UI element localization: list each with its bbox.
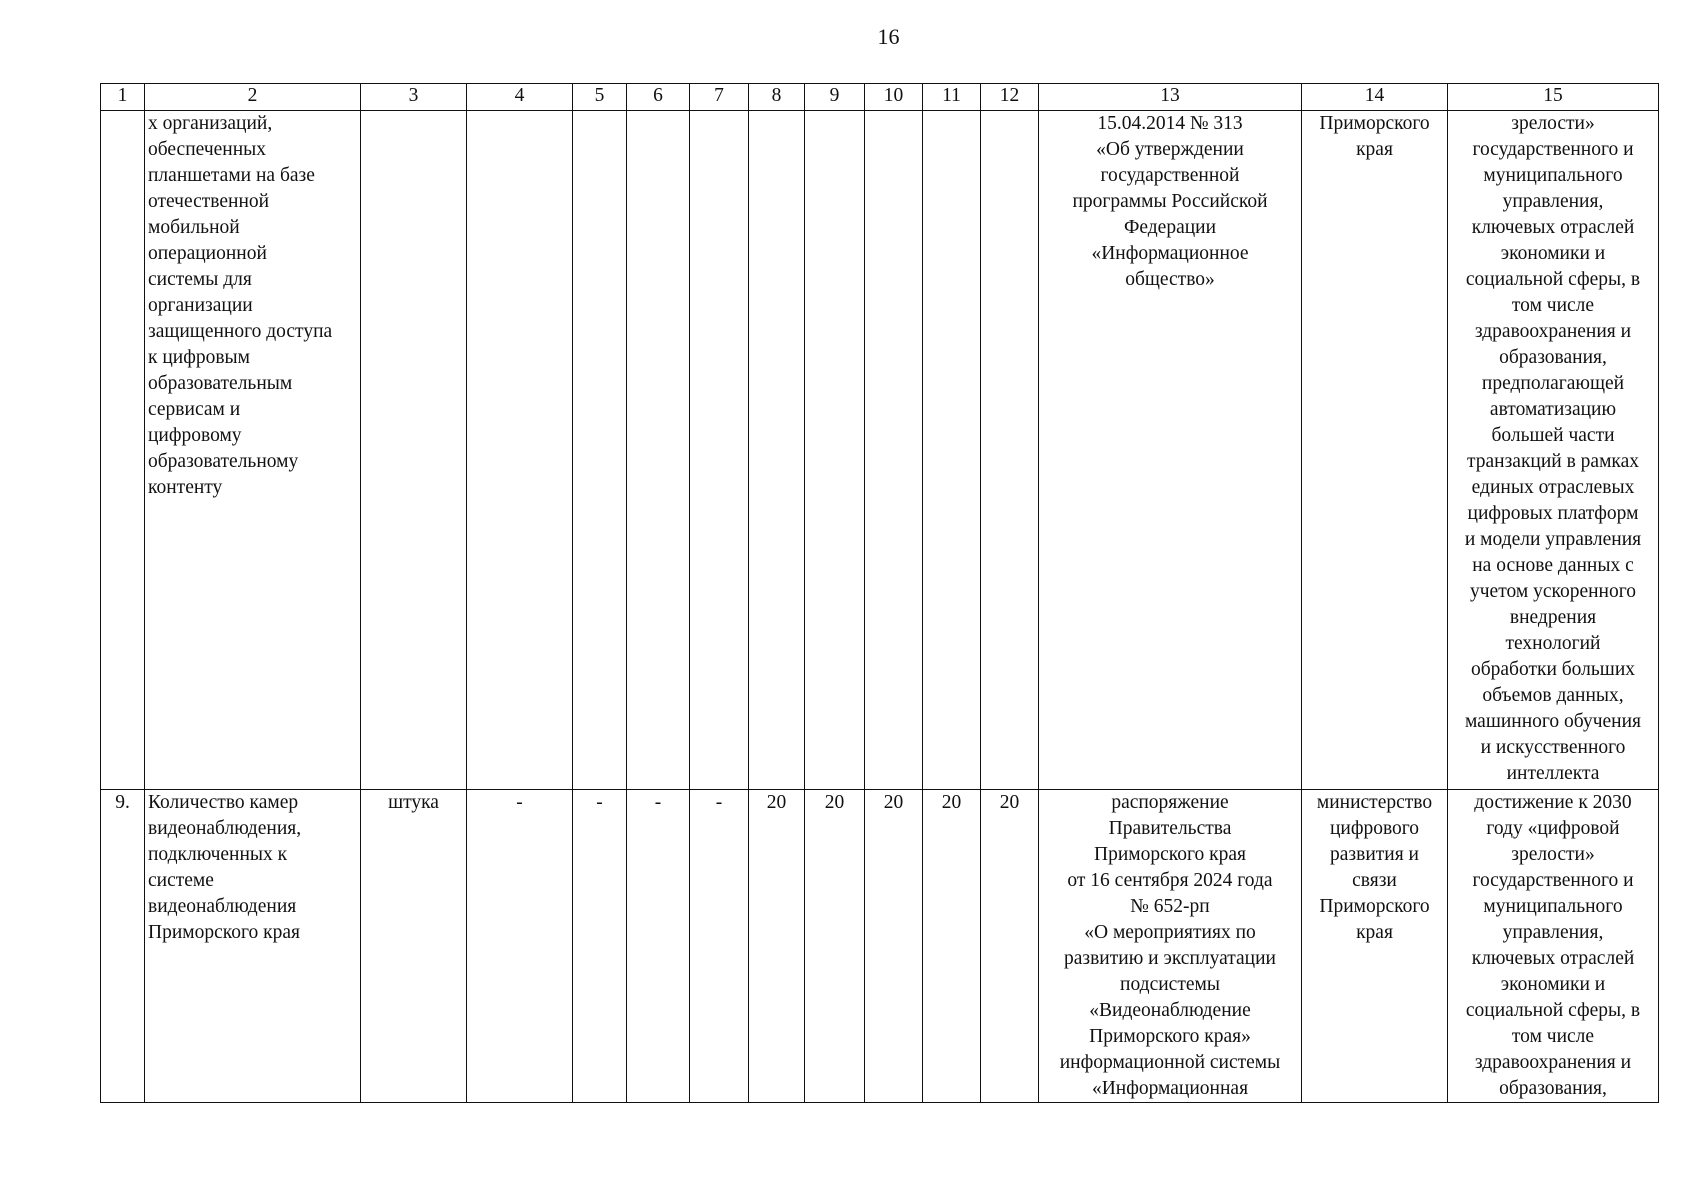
unit-cell: штука (361, 790, 467, 1103)
document-basis-cell: 15.04.2014 № 313 «Об утверждении государственной программы Российской Федерации «Информационное общество» (1039, 111, 1302, 790)
row-number-cell (101, 111, 145, 790)
column-header: 14 (1302, 84, 1448, 111)
value-cell: - (627, 790, 690, 1103)
column-header: 11 (923, 84, 981, 111)
column-header: 9 (805, 84, 865, 111)
value-cell: - (467, 790, 573, 1103)
table-row-continuation (101, 111, 1659, 790)
page-number: 16 (877, 24, 900, 49)
value-cell (923, 111, 981, 790)
responsible-body-cell: министерство цифрового развития и связи Приморского края (1302, 790, 1448, 1103)
column-header: 13 (1039, 84, 1302, 111)
column-header: 3 (361, 84, 467, 111)
value-cell (627, 111, 690, 790)
column-header: 6 (627, 84, 690, 111)
responsible-body-cell: Приморского края (1302, 111, 1448, 790)
value-cell: 20 (923, 790, 981, 1103)
value-cell (749, 111, 805, 790)
value-cell (981, 111, 1039, 790)
indicators-table (100, 83, 1659, 1103)
value-cell (690, 111, 749, 790)
value-cell: 20 (749, 790, 805, 1103)
column-header: 15 (1448, 84, 1659, 111)
value-cell: 20 (981, 790, 1039, 1103)
document-basis-cell: распоряжение Правительства Приморского края от 16 сентября 2024 года № 652-рп «О мероприятиях по развитию и эксплуатации подсистемы «Видеонаблюдение Приморского края» информационной системы «Информационная (1039, 790, 1302, 1103)
goal-link-cell: достижение к 2030 году «цифровой зрелости» государственного и муниципального управления, ключевых отраслей экономики и социальной сферы, в том числе здравоохранения и образования, (1448, 790, 1659, 1103)
value-cell: 20 (805, 790, 865, 1103)
column-header: 12 (981, 84, 1039, 111)
indicator-name-cell: Количество камер видеонаблюдения, подключенных к системе видеонаблюдения Приморского края (145, 790, 361, 1103)
row-number-cell: 9. (101, 790, 145, 1103)
value-cell: - (690, 790, 749, 1103)
column-header: 2 (145, 84, 361, 111)
value-cell (805, 111, 865, 790)
value-cell: 20 (865, 790, 923, 1103)
column-header: 5 (573, 84, 627, 111)
column-header: 4 (467, 84, 573, 111)
indicator-name-cell: х организаций, обеспеченных планшетами на базе отечественной мобильной операционной системы для организации защищенного доступа к цифровым образовательным сервисам и цифровому образовательному контенту (145, 111, 361, 790)
value-cell (467, 111, 573, 790)
column-header: 1 (101, 84, 145, 111)
unit-cell (361, 111, 467, 790)
column-header: 8 (749, 84, 805, 111)
value-cell (573, 111, 627, 790)
value-cell (865, 111, 923, 790)
table-row-9 (101, 790, 1659, 1103)
column-header: 7 (690, 84, 749, 111)
table-header-row (101, 84, 1659, 111)
goal-link-cell: зрелости» государственного и муниципального управления, ключевых отраслей экономики и социальной сферы, в том числе здравоохранения и образования, предполагающей автоматизацию большей части транзакций в рамках единых отраслевых цифровых платформ и модели управления на основе данных с учетом ускоренного внедрения технологий обработки больших объемов данных, машинного обучения и искусственного интеллекта (1448, 111, 1659, 790)
value-cell: - (573, 790, 627, 1103)
column-header: 10 (865, 84, 923, 111)
